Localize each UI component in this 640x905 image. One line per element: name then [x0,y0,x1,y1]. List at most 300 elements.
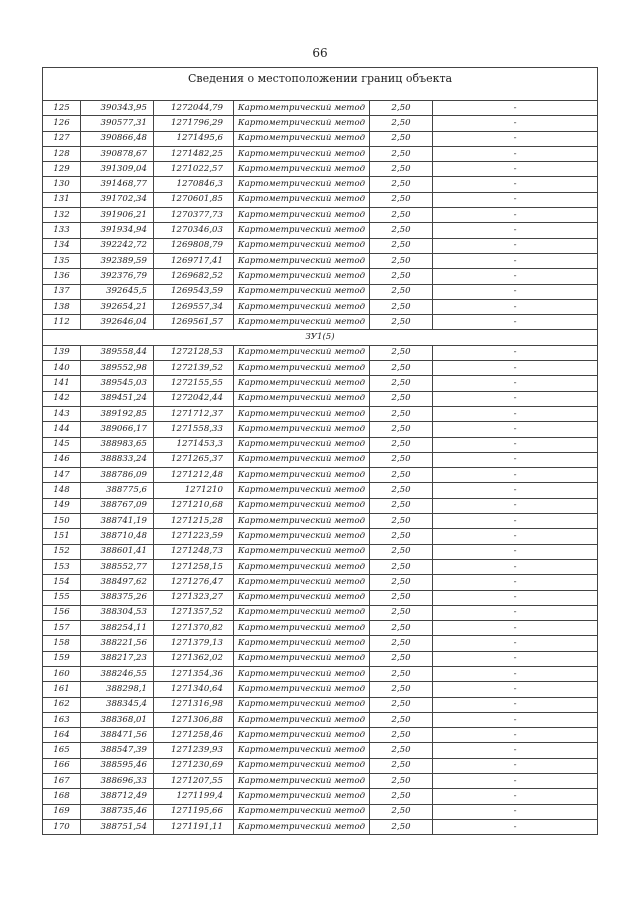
method-cell: Картометрический метод [234,514,370,529]
description-cell: - [433,804,598,819]
description-cell: - [433,666,598,681]
table-row [43,544,598,559]
x-coordinate-cell: 388595,46 [81,758,154,773]
x-coordinate-cell: 389451,24 [81,391,154,406]
point-number-cell: 155 [43,590,81,605]
y-coordinate-cell: 1269717,41 [154,253,234,268]
accuracy-cell: 2,50 [370,177,433,192]
method-cell: Картометрический метод [234,544,370,559]
table-row [43,743,598,758]
description-cell: - [433,208,598,223]
point-number-cell: 147 [43,468,81,483]
method-cell: Картометрический метод [234,697,370,712]
y-coordinate-cell: 1271370,82 [154,621,234,636]
point-number-cell: 134 [43,238,81,253]
table-row [43,208,598,223]
point-number-cell: 125 [43,101,81,116]
point-number-cell: 129 [43,162,81,177]
y-coordinate-cell: 1271230,69 [154,758,234,773]
accuracy-cell: 2,50 [370,544,433,559]
description-cell: - [433,468,598,483]
description-cell: - [433,819,598,834]
method-cell: Картометрический метод [234,101,370,116]
accuracy-cell: 2,50 [370,406,433,421]
method-cell: Картометрический метод [234,253,370,268]
x-coordinate-cell: 389545,03 [81,376,154,391]
accuracy-cell: 2,50 [370,514,433,529]
x-coordinate-cell: 391468,77 [81,177,154,192]
method-cell: Картометрический метод [234,819,370,834]
accuracy-cell: 2,50 [370,697,433,712]
table-row [43,437,598,452]
description-cell: - [433,299,598,314]
point-number-cell: 126 [43,116,81,131]
description-cell: - [433,131,598,146]
description-cell: - [433,177,598,192]
y-coordinate-cell: 1270846,3 [154,177,234,192]
method-cell: Картометрический метод [234,712,370,727]
description-cell: - [433,697,598,712]
point-number-cell: 130 [43,177,81,192]
table-row [43,605,598,620]
y-coordinate-cell: 1270601,85 [154,192,234,207]
accuracy-cell: 2,50 [370,651,433,666]
point-number-cell: 133 [43,223,81,238]
y-coordinate-cell: 1271340,64 [154,682,234,697]
y-coordinate-cell: 1271316,98 [154,697,234,712]
accuracy-cell: 2,50 [370,804,433,819]
table-row [43,804,598,819]
x-coordinate-cell: 388345,4 [81,697,154,712]
method-cell: Картометрический метод [234,376,370,391]
accuracy-cell: 2,50 [370,529,433,544]
x-coordinate-cell: 388368,01 [81,712,154,727]
page-number: 66 [312,46,328,60]
method-cell: Картометрический метод [234,590,370,605]
point-number-cell: 163 [43,712,81,727]
table-row [43,636,598,651]
y-coordinate-cell: 1269808,79 [154,238,234,253]
accuracy-cell: 2,50 [370,743,433,758]
accuracy-cell: 2,50 [370,605,433,620]
accuracy-cell: 2,50 [370,238,433,253]
method-cell: Картометрический метод [234,146,370,161]
description-cell: - [433,162,598,177]
point-number-cell: 154 [43,575,81,590]
y-coordinate-cell: 1271258,46 [154,728,234,743]
y-coordinate-cell: 1272155,55 [154,376,234,391]
x-coordinate-cell: 388767,09 [81,498,154,513]
point-number-cell: 138 [43,299,81,314]
y-coordinate-cell: 1271379,13 [154,636,234,651]
description-cell: - [433,238,598,253]
description-cell: - [433,743,598,758]
x-coordinate-cell: 392645,5 [81,284,154,299]
x-coordinate-cell: 392646,04 [81,315,154,330]
table-row [43,376,598,391]
table-row [43,651,598,666]
y-coordinate-cell: 1271276,47 [154,575,234,590]
accuracy-cell: 2,50 [370,774,433,789]
point-number-cell: 148 [43,483,81,498]
accuracy-cell: 2,50 [370,422,433,437]
point-number-cell: 168 [43,789,81,804]
accuracy-cell: 2,50 [370,361,433,376]
point-number-cell: 140 [43,361,81,376]
description-cell: - [433,315,598,330]
point-number-cell: 135 [43,253,81,268]
table-row [43,177,598,192]
method-cell: Картометрический метод [234,605,370,620]
method-cell: Картометрический метод [234,575,370,590]
accuracy-cell: 2,50 [370,192,433,207]
point-number-cell: 132 [43,208,81,223]
y-coordinate-cell: 1271558,33 [154,422,234,437]
point-number-cell: 157 [43,621,81,636]
description-cell: - [433,192,598,207]
table-row [43,223,598,238]
description-cell: - [433,269,598,284]
x-coordinate-cell: 388775,6 [81,483,154,498]
x-coordinate-cell: 389066,17 [81,422,154,437]
table-row [43,789,598,804]
point-number-cell: 152 [43,544,81,559]
description-cell: - [433,758,598,773]
x-coordinate-cell: 388254,11 [81,621,154,636]
method-cell: Картометрический метод [234,452,370,467]
section-row [43,330,598,345]
table-row [43,345,598,360]
description-cell: - [433,514,598,529]
point-number-cell: 166 [43,758,81,773]
table-row [43,498,598,513]
table-row [43,238,598,253]
y-coordinate-cell: 1272139,52 [154,361,234,376]
point-number-cell: 165 [43,743,81,758]
x-coordinate-cell: 388552,77 [81,559,154,574]
table-title-row [43,68,598,101]
x-coordinate-cell: 390343,95 [81,101,154,116]
accuracy-cell: 2,50 [370,162,433,177]
accuracy-cell: 2,50 [370,666,433,681]
y-coordinate-cell: 1271357,52 [154,605,234,620]
x-coordinate-cell: 392654,21 [81,299,154,314]
x-coordinate-cell: 388696,33 [81,774,154,789]
y-coordinate-cell: 1271022,57 [154,162,234,177]
method-cell: Картометрический метод [234,559,370,574]
table-row [43,315,598,330]
table-row [43,269,598,284]
point-number-cell: 136 [43,269,81,284]
point-number-cell: 161 [43,682,81,697]
accuracy-cell: 2,50 [370,269,433,284]
table-row [43,590,598,605]
accuracy-cell: 2,50 [370,621,433,636]
table-row [43,514,598,529]
point-number-cell: 153 [43,559,81,574]
method-cell: Картометрический метод [234,758,370,773]
x-coordinate-cell: 389558,44 [81,345,154,360]
table-row [43,391,598,406]
x-coordinate-cell: 388741,19 [81,514,154,529]
point-number-cell: 141 [43,376,81,391]
description-cell: - [433,223,598,238]
y-coordinate-cell: 1271212,48 [154,468,234,483]
accuracy-cell: 2,50 [370,636,433,651]
y-coordinate-cell: 1271207,55 [154,774,234,789]
y-coordinate-cell: 1271453,3 [154,437,234,452]
method-cell: Картометрический метод [234,529,370,544]
description-cell: - [433,636,598,651]
x-coordinate-cell: 388221,56 [81,636,154,651]
accuracy-cell: 2,50 [370,452,433,467]
accuracy-cell: 2,50 [370,682,433,697]
y-coordinate-cell: 1271195,66 [154,804,234,819]
table-row [43,452,598,467]
accuracy-cell: 2,50 [370,299,433,314]
table-row [43,774,598,789]
y-coordinate-cell: 1269557,34 [154,299,234,314]
point-number-cell: 149 [43,498,81,513]
method-cell: Картометрический метод [234,666,370,681]
description-cell: - [433,437,598,452]
description-cell: - [433,651,598,666]
table-row [43,146,598,161]
point-number-cell: 156 [43,605,81,620]
method-cell: Картометрический метод [234,177,370,192]
description-cell: - [433,621,598,636]
description-cell: - [433,422,598,437]
description-cell: - [433,789,598,804]
y-coordinate-cell: 1271258,15 [154,559,234,574]
y-coordinate-cell: 1271482,25 [154,146,234,161]
x-coordinate-cell: 388833,24 [81,452,154,467]
y-coordinate-cell: 1271354,36 [154,666,234,681]
table-row [43,131,598,146]
accuracy-cell: 2,50 [370,284,433,299]
y-coordinate-cell: 1271215,28 [154,514,234,529]
x-coordinate-cell: 391934,94 [81,223,154,238]
accuracy-cell: 2,50 [370,437,433,452]
y-coordinate-cell: 1270346,03 [154,223,234,238]
y-coordinate-cell: 1271265,37 [154,452,234,467]
method-cell: Картометрический метод [234,743,370,758]
description-cell: - [433,146,598,161]
table-row [43,284,598,299]
x-coordinate-cell: 388304,53 [81,605,154,620]
table-row [43,361,598,376]
point-number-cell: 170 [43,819,81,834]
y-coordinate-cell: 1271323,27 [154,590,234,605]
method-cell: Картометрический метод [234,269,370,284]
method-cell: Картометрический метод [234,682,370,697]
x-coordinate-cell: 391906,21 [81,208,154,223]
accuracy-cell: 2,50 [370,315,433,330]
method-cell: Картометрический метод [234,437,370,452]
description-cell: - [433,575,598,590]
x-coordinate-cell: 388712,49 [81,789,154,804]
x-coordinate-cell: 392242,72 [81,238,154,253]
accuracy-cell: 2,50 [370,208,433,223]
accuracy-cell: 2,50 [370,498,433,513]
x-coordinate-cell: 392389,59 [81,253,154,268]
y-coordinate-cell: 1269561,57 [154,315,234,330]
description-cell: - [433,712,598,727]
y-coordinate-cell: 1270377,73 [154,208,234,223]
method-cell: Картометрический метод [234,192,370,207]
accuracy-cell: 2,50 [370,376,433,391]
accuracy-cell: 2,50 [370,253,433,268]
point-number-cell: 127 [43,131,81,146]
accuracy-cell: 2,50 [370,483,433,498]
description-cell: - [433,101,598,116]
x-coordinate-cell: 388710,48 [81,529,154,544]
description-cell: - [433,391,598,406]
table-title: Сведения о местоположении границ объекта [43,68,598,101]
y-coordinate-cell: 1271495,6 [154,131,234,146]
point-number-cell: 145 [43,437,81,452]
y-coordinate-cell: 1271712,37 [154,406,234,421]
x-coordinate-cell: 388735,46 [81,804,154,819]
table-row [43,101,598,116]
description-cell: - [433,452,598,467]
description-cell: - [433,483,598,498]
x-coordinate-cell: 388983,65 [81,437,154,452]
x-coordinate-cell: 388547,39 [81,743,154,758]
x-coordinate-cell: 389552,98 [81,361,154,376]
point-number-cell: 143 [43,406,81,421]
section-label: ЗУ1(5) [43,330,598,345]
x-coordinate-cell: 392376,79 [81,269,154,284]
table-row [43,529,598,544]
table-row [43,116,598,131]
y-coordinate-cell: 1271239,93 [154,743,234,758]
table-row [43,682,598,697]
accuracy-cell: 2,50 [370,223,433,238]
description-cell: - [433,605,598,620]
x-coordinate-cell: 388375,26 [81,590,154,605]
method-cell: Картометрический метод [234,468,370,483]
table-row [43,697,598,712]
table-row [43,666,598,681]
description-cell: - [433,116,598,131]
method-cell: Картометрический метод [234,208,370,223]
boundary-coordinates-table [42,67,598,835]
point-number-cell: 139 [43,345,81,360]
accuracy-cell: 2,50 [370,758,433,773]
point-number-cell: 158 [43,636,81,651]
accuracy-cell: 2,50 [370,468,433,483]
description-cell: - [433,345,598,360]
point-number-cell: 160 [43,666,81,681]
y-coordinate-cell: 1272128,53 [154,345,234,360]
method-cell: Картометрический метод [234,636,370,651]
description-cell: - [433,774,598,789]
accuracy-cell: 2,50 [370,131,433,146]
x-coordinate-cell: 388471,56 [81,728,154,743]
table-row [43,253,598,268]
method-cell: Картометрический метод [234,162,370,177]
point-number-cell: 128 [43,146,81,161]
point-number-cell: 167 [43,774,81,789]
y-coordinate-cell: 1272044,79 [154,101,234,116]
x-coordinate-cell: 388497,62 [81,575,154,590]
table-row [43,621,598,636]
method-cell: Картометрический метод [234,621,370,636]
y-coordinate-cell: 1269682,52 [154,269,234,284]
table-row [43,483,598,498]
method-cell: Картометрический метод [234,422,370,437]
method-cell: Картометрический метод [234,299,370,314]
description-cell: - [433,361,598,376]
accuracy-cell: 2,50 [370,345,433,360]
x-coordinate-cell: 391309,04 [81,162,154,177]
point-number-cell: 146 [43,452,81,467]
table-row [43,162,598,177]
y-coordinate-cell: 1271796,29 [154,116,234,131]
y-coordinate-cell: 1271199,4 [154,789,234,804]
point-number-cell: 150 [43,514,81,529]
x-coordinate-cell: 391702,34 [81,192,154,207]
accuracy-cell: 2,50 [370,116,433,131]
y-coordinate-cell: 1269543,59 [154,284,234,299]
y-coordinate-cell: 1271306,88 [154,712,234,727]
description-cell: - [433,253,598,268]
x-coordinate-cell: 390866,48 [81,131,154,146]
method-cell: Картометрический метод [234,774,370,789]
method-cell: Картометрический метод [234,116,370,131]
accuracy-cell: 2,50 [370,728,433,743]
table-row [43,192,598,207]
method-cell: Картометрический метод [234,391,370,406]
method-cell: Картометрический метод [234,406,370,421]
method-cell: Картометрический метод [234,284,370,299]
point-number-cell: 137 [43,284,81,299]
method-cell: Картометрический метод [234,498,370,513]
table-row [43,559,598,574]
method-cell: Картометрический метод [234,238,370,253]
point-number-cell: 159 [43,651,81,666]
y-coordinate-cell: 1271362,02 [154,651,234,666]
point-number-cell: 151 [43,529,81,544]
method-cell: Картометрический метод [234,315,370,330]
accuracy-cell: 2,50 [370,590,433,605]
y-coordinate-cell: 1271248,73 [154,544,234,559]
table-row [43,406,598,421]
accuracy-cell: 2,50 [370,391,433,406]
x-coordinate-cell: 390577,31 [81,116,154,131]
table-row [43,575,598,590]
point-number-cell: 162 [43,697,81,712]
table-row [43,758,598,773]
point-number-cell: 169 [43,804,81,819]
accuracy-cell: 2,50 [370,559,433,574]
description-cell: - [433,559,598,574]
table-row [43,728,598,743]
method-cell: Картометрический метод [234,651,370,666]
x-coordinate-cell: 390878,67 [81,146,154,161]
method-cell: Картометрический метод [234,345,370,360]
x-coordinate-cell: 388298,1 [81,682,154,697]
point-number-cell: 131 [43,192,81,207]
method-cell: Картометрический метод [234,789,370,804]
x-coordinate-cell: 388246,55 [81,666,154,681]
description-cell: - [433,529,598,544]
point-number-cell: 144 [43,422,81,437]
table-row [43,468,598,483]
x-coordinate-cell: 388751,54 [81,819,154,834]
point-number-cell: 164 [43,728,81,743]
